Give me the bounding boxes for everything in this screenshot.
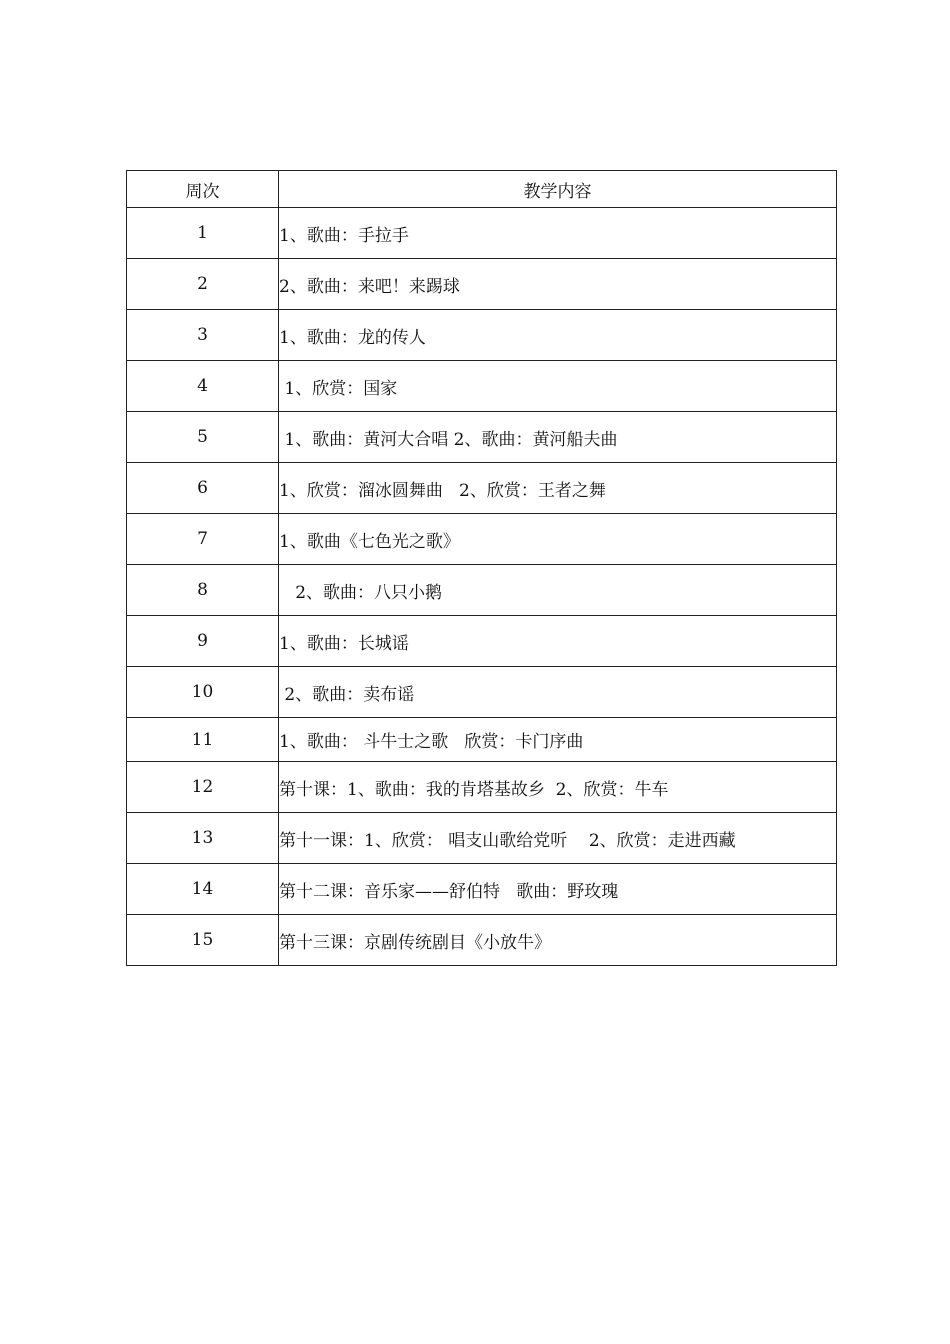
content-cell: 1、歌曲：手拉手	[279, 208, 837, 259]
week-cell: 13	[127, 813, 279, 864]
week-cell: 11	[127, 718, 279, 762]
content-cell: 2、歌曲：八只小鹅	[279, 565, 837, 616]
header-content: 教学内容	[279, 171, 837, 208]
week-cell: 1	[127, 208, 279, 259]
teaching-schedule-table	[126, 170, 837, 966]
content-cell: 第十一课：1、欣赏： 唱支山歌给党听 2、欣赏：走进西藏	[279, 813, 837, 864]
table-row	[127, 463, 837, 514]
table-row	[127, 412, 837, 463]
header-week: 周次	[127, 171, 279, 208]
table-row	[127, 915, 837, 966]
week-cell: 4	[127, 361, 279, 412]
table-row	[127, 514, 837, 565]
content-cell: 1、歌曲： 斗牛士之歌 欣赏：卡门序曲	[279, 718, 837, 762]
content-cell: 1、歌曲：龙的传人	[279, 310, 837, 361]
week-cell: 5	[127, 412, 279, 463]
table-header-row	[127, 171, 837, 208]
content-cell: 2、歌曲：卖布谣	[279, 667, 837, 718]
table-row	[127, 762, 837, 813]
content-cell: 2、歌曲：来吧！来踢球	[279, 259, 837, 310]
content-cell: 1、歌曲：黄河大合唱 2、歌曲：黄河船夫曲	[279, 412, 837, 463]
table-row	[127, 864, 837, 915]
table-row	[127, 361, 837, 412]
table-row	[127, 667, 837, 718]
week-cell: 12	[127, 762, 279, 813]
content-cell: 1、欣赏：国家	[279, 361, 837, 412]
table-row	[127, 813, 837, 864]
table-row	[127, 565, 837, 616]
week-cell: 15	[127, 915, 279, 966]
table-row	[127, 616, 837, 667]
week-cell: 7	[127, 514, 279, 565]
week-cell: 8	[127, 565, 279, 616]
content-cell: 1、歌曲《七色光之歌》	[279, 514, 837, 565]
table-row	[127, 310, 837, 361]
week-cell: 2	[127, 259, 279, 310]
content-cell: 1、欣赏：溜冰圆舞曲 2、欣赏：王者之舞	[279, 463, 837, 514]
table-row	[127, 208, 837, 259]
table-row	[127, 718, 837, 762]
week-cell: 9	[127, 616, 279, 667]
week-cell: 14	[127, 864, 279, 915]
content-cell: 第十二课：音乐家——舒伯特 歌曲：野玫瑰	[279, 864, 837, 915]
week-cell: 10	[127, 667, 279, 718]
week-cell: 3	[127, 310, 279, 361]
table-row	[127, 259, 837, 310]
content-cell: 1、歌曲：长城谣	[279, 616, 837, 667]
content-cell: 第十课：1、歌曲：我的肯塔基故乡 2、欣赏：牛车	[279, 762, 837, 813]
week-cell: 6	[127, 463, 279, 514]
content-cell: 第十三课：京剧传统剧目《小放牛》	[279, 915, 837, 966]
